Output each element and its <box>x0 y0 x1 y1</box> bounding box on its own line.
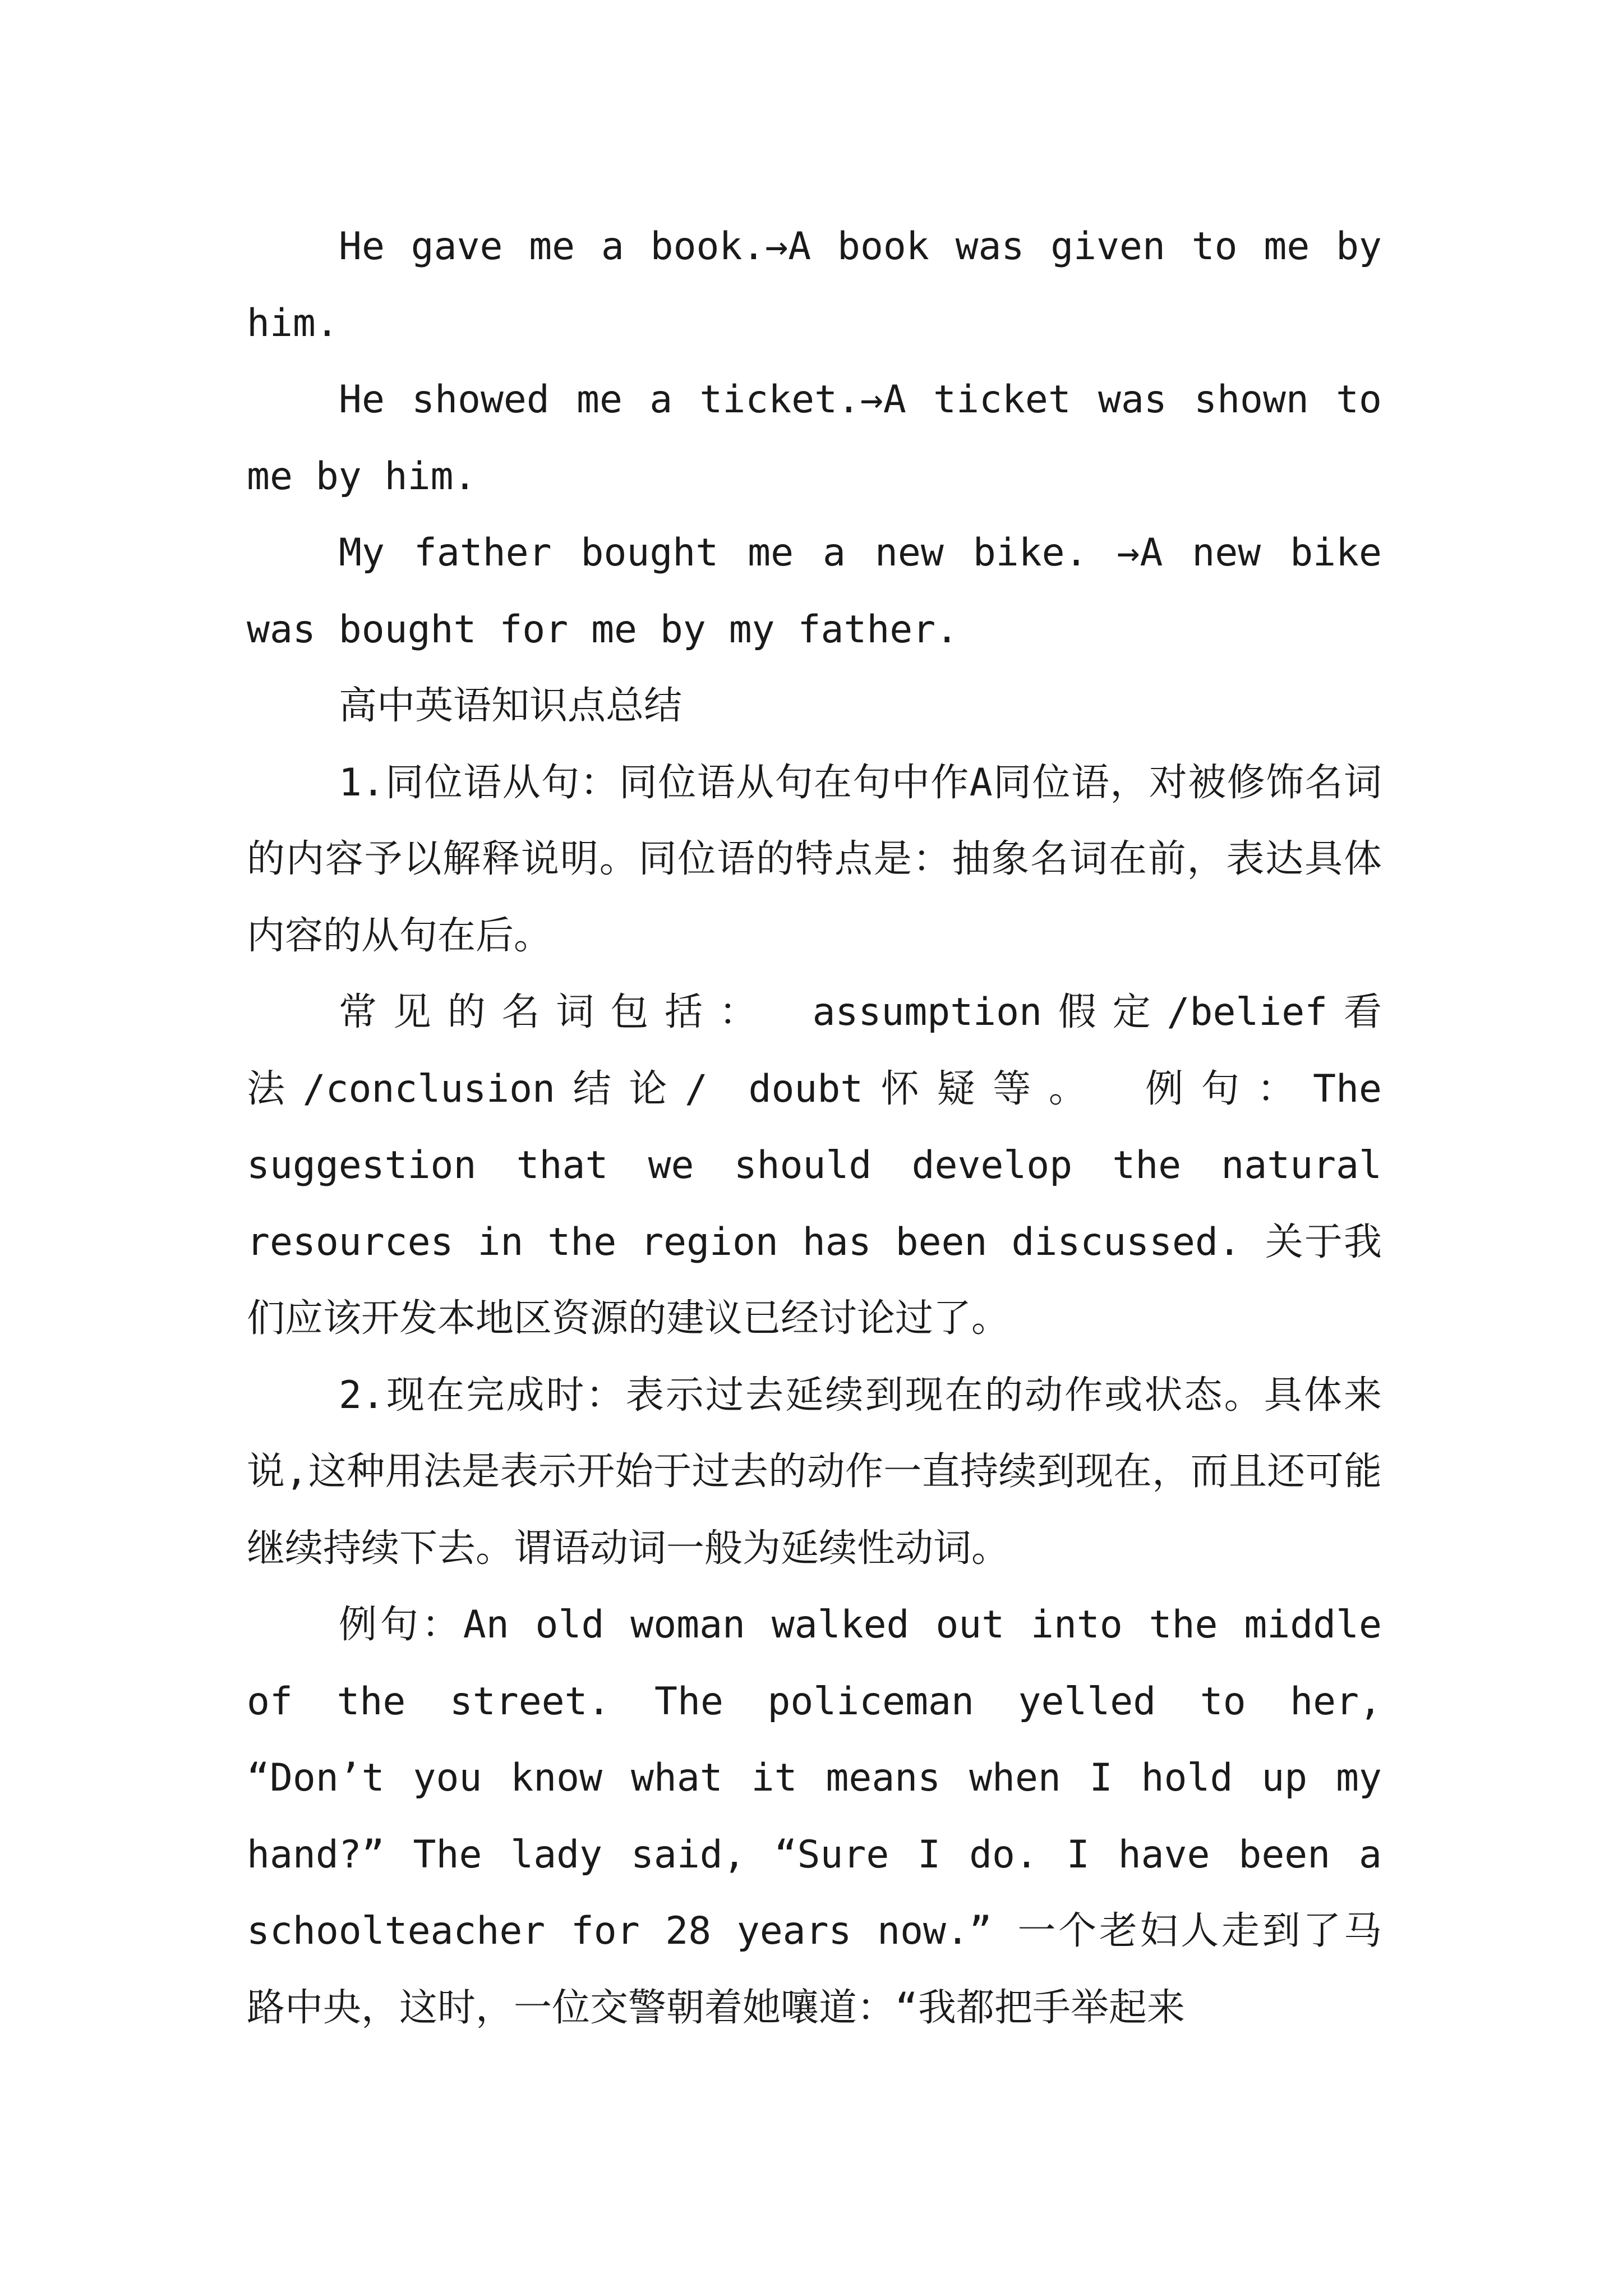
present-perfect-example-paragraph: 例句：An old woman walked out into the middle of the street. The policeman yelled to her, “Don’t you know what it means when I hold up my hand?” The lady said, “Sure I do. I have been a schoolteacher for 28 years now.” 一个老妇人走到了马路中央，这时，一位交警朝着她嚷道：“我都把手举起来 <box>247 1603 1382 2030</box>
document-body <box>247 209 1382 2046</box>
example-sentence-showed: He showed me a ticket.→A ticket was shown to me by him. <box>247 378 1382 499</box>
appositive-clause-paragraph: 1.同位语从句：同位语从句在句中作A同位语，对被修饰名词的内容予以解释说明。同位语的特点是：抽象名词在前，表达具体内容的从句在后。 <box>247 760 1382 958</box>
example-sentence-gave: He gave me a book.→A book was given to me by him. <box>247 224 1382 346</box>
example-sentence-bought: My father bought me a new bike. →A new bike was bought for me by my father. <box>247 531 1382 652</box>
appositive-nouns-paragraph: 常见的名词包括： assumption假定/belief看法/conclusion结论/ doubt怀疑等。 例句：The suggestion that we should develop the natural resources in the region has been discussed. 关于我们应该开发本地区资源的建议已经讨论过了。 <box>247 990 1382 1341</box>
present-perfect-paragraph: 2.现在完成时：表示过去延续到现在的动作或状态。具体来说,这种用法是表示开始于过去的动作一直持续到现在，而且还可能继续持续下去。谓语动词一般为延续性动词。 <box>247 1373 1382 1571</box>
section-heading: 高中英语知识点总结 <box>339 684 683 728</box>
